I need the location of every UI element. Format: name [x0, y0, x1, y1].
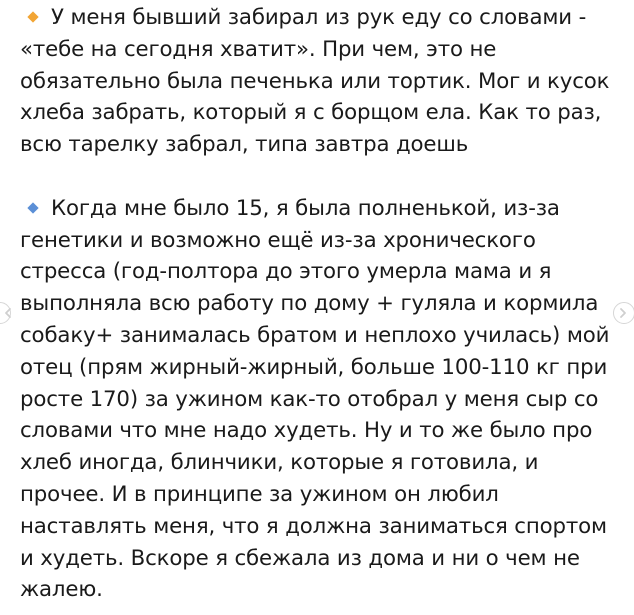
blue-diamond-bullet-icon [27, 202, 38, 213]
story-text-1: У меня бывший забирал из рук еду со словами - «тебе на сегодня хватит». При чем, это не обязательно была печенька или тортик. Мог и кусок хлеба забрать, который я с борщом ела. Как то раз, всю тарелку забрал, типа завтра доешь [20, 5, 610, 158]
orange-diamond-bullet-icon [27, 11, 38, 22]
carousel-next-button[interactable] [613, 302, 634, 324]
post-body [20, 2, 616, 606]
carousel-prev-button[interactable] [0, 302, 11, 324]
chevron-left-icon [2, 307, 14, 319]
story-text-2: Когда мне было 15, я была полненькой, из-за генетики и возможно ещё из-за хронического стресса (год-полтора до этого умерла мама и я выполняла всю работу по дому + гуляла и кормила собаку+ занималась братом и неплохо училась) мой отец (прям жирный-жирный, больше 100-110 кг при росте 170) за ужином как-то отобрал у меня сыр со словами что мне надо худеть. Ну и то же было про хлеб иногда, блинчики, которые я готовила, и прочее. И в принципе за ужином он любил наставлять меня, что я должна заниматься спортом и худеть. Вскоре я сбежала из дома и ни о чем не жалею. [20, 195, 610, 603]
story-paragraph-1 [20, 2, 616, 161]
story-paragraph-2 [20, 193, 616, 606]
chevron-right-icon [617, 307, 629, 319]
